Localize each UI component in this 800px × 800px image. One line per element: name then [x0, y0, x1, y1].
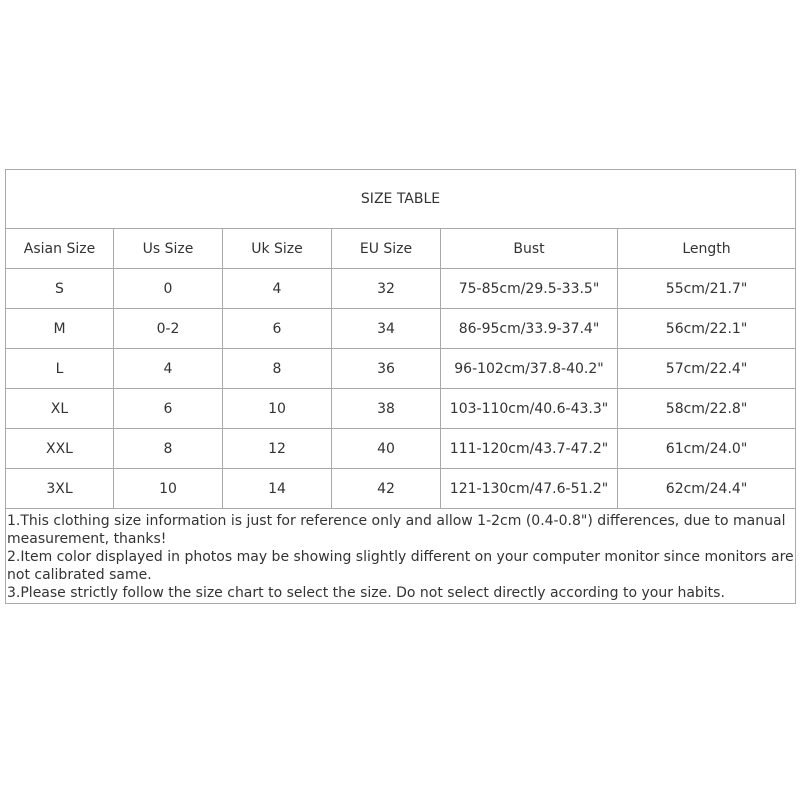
cell-eu-size: 40	[332, 429, 441, 469]
cell-asian-size: XXL	[6, 429, 114, 469]
cell-length: 55cm/21.7"	[618, 269, 796, 309]
cell-length: 56cm/22.1"	[618, 309, 796, 349]
cell-bust: 111-120cm/43.7-47.2"	[441, 429, 618, 469]
cell-length: 57cm/22.4"	[618, 349, 796, 389]
cell-bust: 121-130cm/47.6-51.2"	[441, 469, 618, 509]
cell-bust: 96-102cm/37.8-40.2"	[441, 349, 618, 389]
cell-us-size: 8	[114, 429, 223, 469]
cell-bust: 86-95cm/33.9-37.4"	[441, 309, 618, 349]
cell-eu-size: 38	[332, 389, 441, 429]
header-row	[6, 229, 796, 269]
cell-uk-size: 14	[223, 469, 332, 509]
note-reference: 1.This clothing size information is just for reference only and allow 1-2cm (0.4-0.8") differences, due to manual measurement, thanks!	[7, 513, 786, 547]
cell-eu-size: 32	[332, 269, 441, 309]
cell-us-size: 0	[114, 269, 223, 309]
cell-us-size: 10	[114, 469, 223, 509]
table-row	[6, 429, 796, 469]
cell-bust: 103-110cm/40.6-43.3"	[441, 389, 618, 429]
header-asian-size: Asian Size	[6, 229, 114, 269]
cell-asian-size: S	[6, 269, 114, 309]
cell-uk-size: 10	[223, 389, 332, 429]
title-row	[6, 170, 796, 229]
cell-asian-size: M	[6, 309, 114, 349]
cell-length: 61cm/24.0"	[618, 429, 796, 469]
cell-asian-size: 3XL	[6, 469, 114, 509]
cell-us-size: 6	[114, 389, 223, 429]
header-length: Length	[618, 229, 796, 269]
cell-uk-size: 6	[223, 309, 332, 349]
cell-uk-size: 4	[223, 269, 332, 309]
header-bust: Bust	[441, 229, 618, 269]
cell-us-size: 0-2	[114, 309, 223, 349]
table-row	[6, 309, 796, 349]
cell-us-size: 4	[114, 349, 223, 389]
cell-uk-size: 12	[223, 429, 332, 469]
cell-length: 58cm/22.8"	[618, 389, 796, 429]
table-title: SIZE TABLE	[6, 170, 796, 229]
note-color: 2.Item color displayed in photos may be showing slightly different on your computer monitor since monitors are not calibrated same.	[7, 549, 794, 583]
cell-bust: 75-85cm/29.5-33.5"	[441, 269, 618, 309]
size-table	[5, 169, 796, 604]
note-size-chart: 3.Please strictly follow the size chart to select the size. Do not select directly according to your habits.	[7, 585, 725, 601]
cell-length: 62cm/24.4"	[618, 469, 796, 509]
cell-eu-size: 36	[332, 349, 441, 389]
cell-uk-size: 8	[223, 349, 332, 389]
table-row	[6, 389, 796, 429]
header-uk-size: Uk Size	[223, 229, 332, 269]
header-eu-size: EU Size	[332, 229, 441, 269]
notes-row	[6, 509, 796, 604]
header-us-size: Us Size	[114, 229, 223, 269]
cell-eu-size: 34	[332, 309, 441, 349]
table-row	[6, 349, 796, 389]
table-row	[6, 269, 796, 309]
table-row	[6, 469, 796, 509]
cell-asian-size: XL	[6, 389, 114, 429]
cell-asian-size: L	[6, 349, 114, 389]
notes-cell	[6, 509, 796, 604]
cell-eu-size: 42	[332, 469, 441, 509]
